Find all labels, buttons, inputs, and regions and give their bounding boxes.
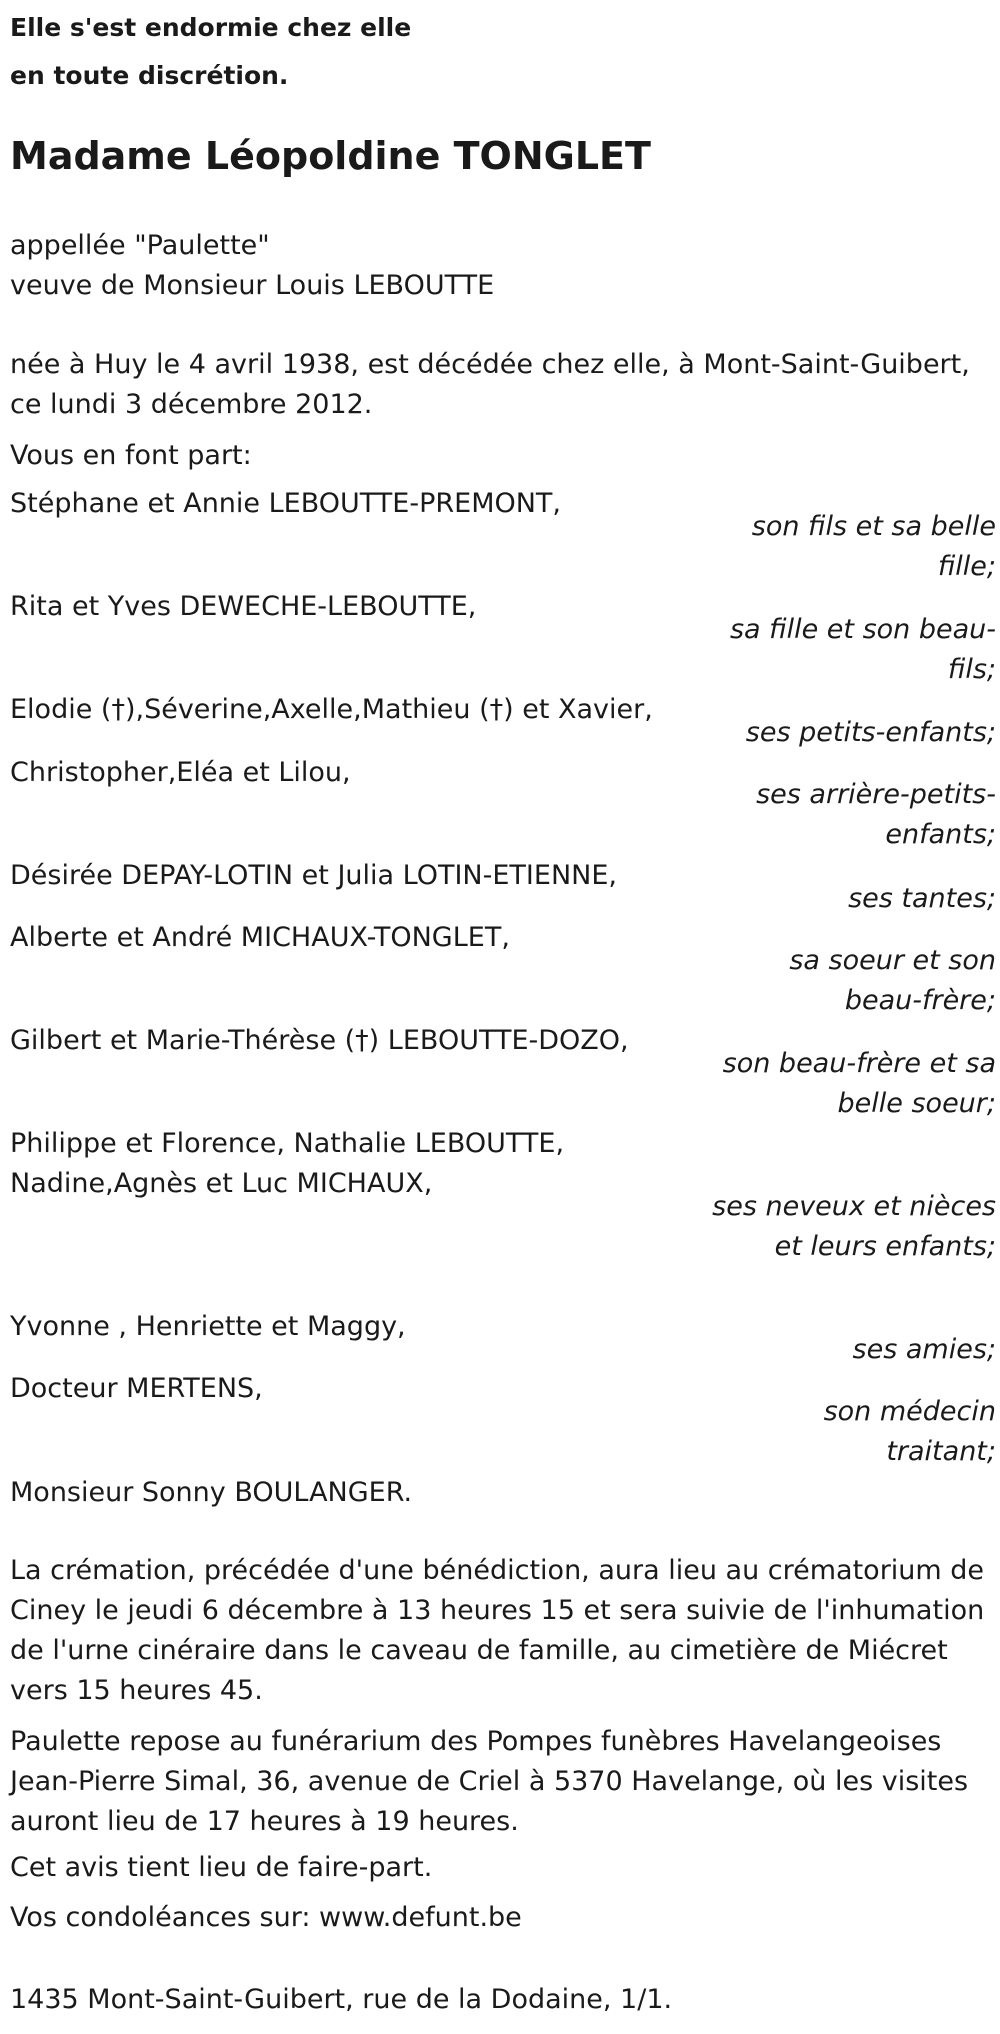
family-names-2: Rita et Yves DEWECHE-LEBOUTTE, [10,591,477,622]
address-text: 1435 Mont-Saint-Guibert, rue de la Dodaine, 1/1. [10,1984,673,2015]
family-relation-4: ses arrière-petits-enfants; [756,779,996,850]
condolences-text: Vos condoléances sur: www.defunt.be [10,1902,522,1933]
family-names-4: Christopher,Eléa et Lilou, [10,757,351,788]
family-relation-10: ses amies; [852,1334,996,1365]
nickname: appellée "Paulette" [10,230,270,261]
family-relation-6: sa soeur et son beau-frère; [789,945,996,1016]
family-relation-7: son beau-frère et sa belle soeur; [722,1048,996,1119]
intro-line-2: en toute discrétion. [10,61,289,90]
family-names-6: Alberte et André MICHAUX-TONGLET, [10,922,510,953]
family-relation-9: ses neveux et nièces et leurs enfants; [712,1191,996,1262]
family-names-5: Désirée DEPAY-LOTIN et Julia LOTIN-ETIENNE, [10,860,617,891]
family-names-10: Yvonne , Henriette et Maggy, [10,1311,406,1342]
family-relation-1: son fils et sa belle fille; [751,511,996,582]
family-names-7: Gilbert et Marie-Thérèse (†) LEBOUTTE-DOZO, [10,1025,629,1056]
announcement: Vous en font part: [10,440,252,471]
family-relation-2: sa fille et son beau-fils; [729,614,996,685]
family-names-9: Nadine,Agnès et Luc MICHAUX, [10,1168,433,1199]
family-names-3: Elodie (†),Séverine,Axelle,Mathieu (†) et Xavier, [10,694,653,725]
family-names-8: Philippe et Florence, Nathalie LEBOUTTE, [10,1128,565,1159]
family-names-11: Docteur MERTENS, [10,1373,263,1404]
family-names-1: Stéphane et Annie LEBOUTTE-PREMONT, [10,488,562,519]
family-relation-3: ses petits-enfants; [745,717,996,748]
birth-death-text: née à Huy le 4 avril 1938, est décédée chez elle, à Mont-Saint-Guibert, ce lundi 3 décembre 2012. [10,349,970,420]
family-names-12: Monsieur Sonny BOULANGER. [10,1477,413,1508]
cremation-text: La crémation, précédée d'une bénédiction, aura lieu au crématorium de Ciney le jeudi 6 décembre à 13 heures 15 et sera suivie de l'inhumation de l'urne cinéraire dans le caveau de famille, au cimetière de Miécret vers 15 heures 45. [10,1555,985,1706]
family-relation-5: ses tantes; [848,883,996,914]
intro-line-1: Elle s'est endormie chez elle [10,13,412,42]
family-relation-11: son médecin traitant; [823,1396,996,1467]
widow-line: veuve de Monsieur Louis LEBOUTTE [10,270,495,301]
intro-text [10,4,411,100]
rest-text: Paulette repose au funérarium des Pompes funèbres Havelangeoises Jean-Pierre Simal, 36, avenue de Criel à 5370 Havelange, où les visites auront lieu de 17 heures à 19 heures. [10,1726,969,1837]
deceased-name: Madame Léopoldine TONGLET [10,134,651,178]
notice-text: Cet avis tient lieu de faire-part. [10,1852,433,1883]
